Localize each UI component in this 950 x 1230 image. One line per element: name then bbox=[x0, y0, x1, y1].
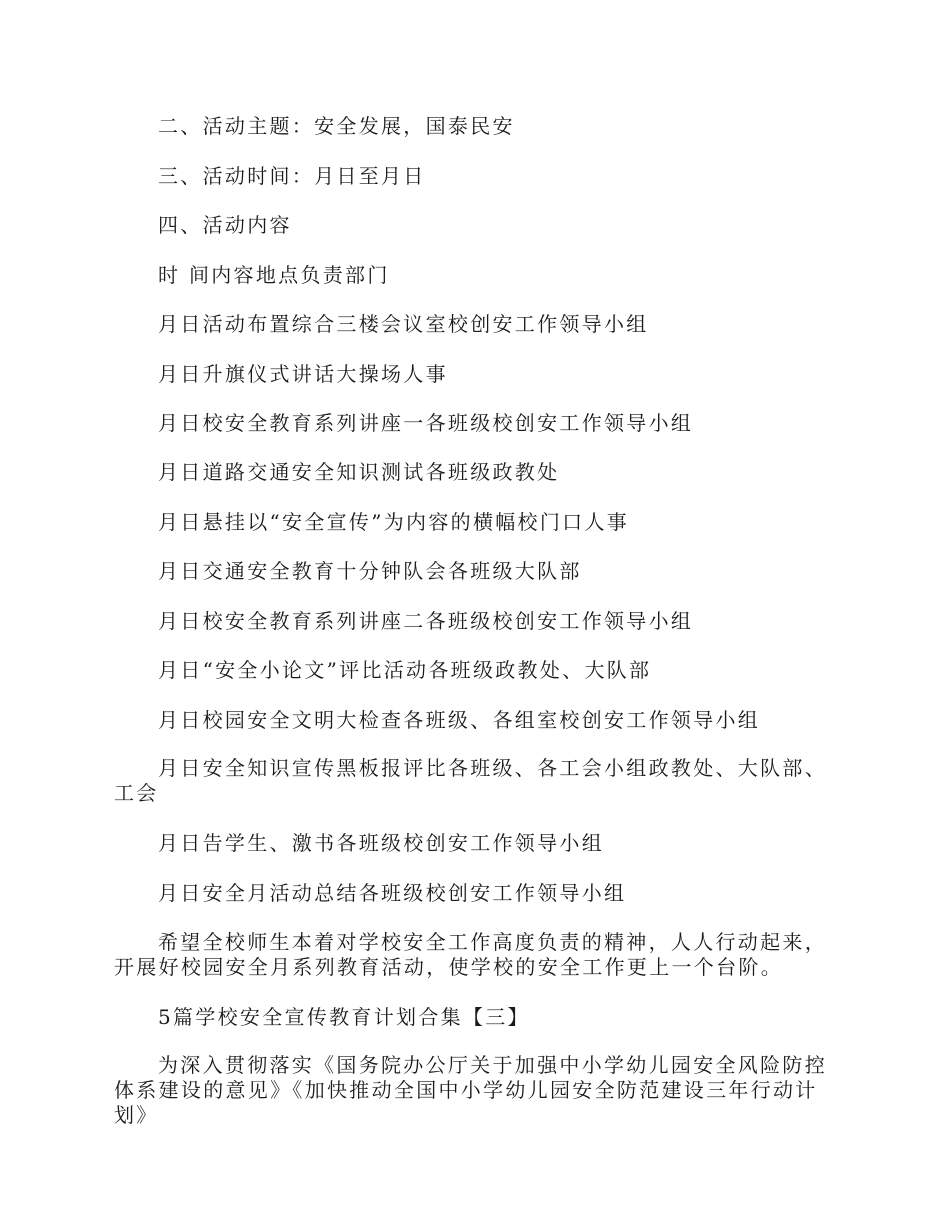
section-content-heading: 四、活动内容 bbox=[158, 213, 292, 237]
schedule-item: 月日交通安全教育十分钟队会各班级大队部 bbox=[158, 559, 582, 583]
schedule-item: 月日道路交通安全知识测试各班级政教处 bbox=[158, 460, 560, 484]
schedule-item: 月日悬挂以“安全宣传”为内容的横幅校门口人事 bbox=[158, 510, 630, 534]
section-theme: 二、活动主题：安全发展，国泰民安 bbox=[158, 114, 515, 138]
schedule-item: 月日“安全小论文”评比活动各班级政教处、大队部 bbox=[158, 658, 652, 682]
schedule-item: 月日升旗仪式讲话大操场人事 bbox=[158, 362, 448, 386]
closing-paragraph: 希望全校师生本着对学校安全工作高度负责的精神，人人行动起来，开展好校园安全月系列教育活动，使学校的安全工作更上一个台阶。 bbox=[114, 930, 827, 979]
schedule-item: 月日校安全教育系列讲座二各班级校创安工作领导小组 bbox=[158, 609, 694, 633]
schedule-item: 月日安全月活动总结各班级校创安工作领导小组 bbox=[158, 881, 627, 905]
schedule-header: 时 间内容地点负责部门 bbox=[158, 263, 390, 287]
schedule-item: 月日校园安全文明大检查各班级、各组室校创安工作领导小组 bbox=[158, 708, 761, 732]
schedule-item: 月日告学生、激书各班级校创安工作领导小组 bbox=[158, 831, 604, 855]
schedule-item: 月日活动布置综合三楼会议室校创安工作领导小组 bbox=[158, 312, 649, 336]
intro-paragraph: 为深入贯彻落实《国务院办公厅关于加强中小学幼儿园安全风险防控体系建设的意见》《加快推动全国中小学幼儿园安全防范建设三年行动计划》 bbox=[114, 1053, 827, 1127]
schedule-item: 月日校安全教育系列讲座一各班级校创安工作领导小组 bbox=[158, 411, 694, 435]
section-time: 三、活动时间：月日至月日 bbox=[158, 164, 426, 188]
schedule-item: 月日安全知识宣传黑板报评比各班级、各工会小组政教处、大队部、工会 bbox=[114, 756, 827, 805]
section-title: 5篇学校安全宣传教育计划合集【三】 bbox=[158, 1005, 530, 1029]
